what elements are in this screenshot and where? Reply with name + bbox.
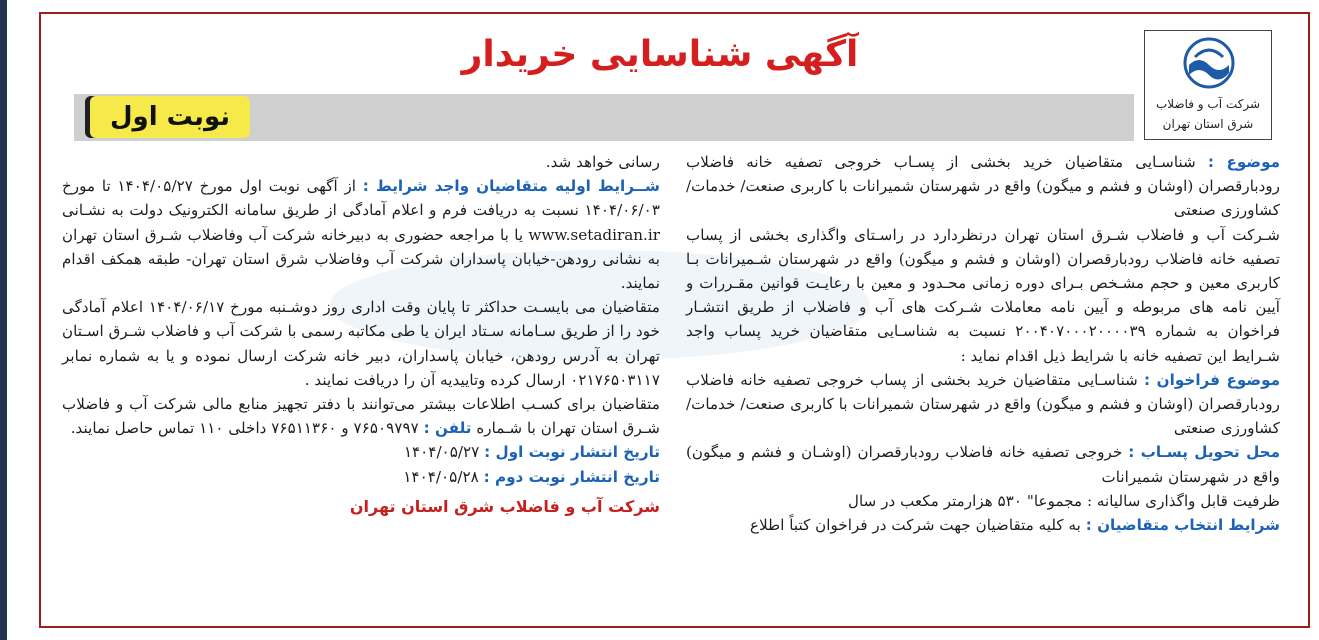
delivery-label: محل تحویل پسـاب : [1128, 443, 1280, 462]
round-badge: نوبت اول [90, 96, 250, 138]
subject-paragraph [686, 150, 1280, 223]
selection-label: شرایط انتخاب متقاضیان : [1085, 516, 1280, 535]
left-column [62, 150, 660, 519]
company-logo-box [1144, 30, 1272, 140]
conditions-paragraph [62, 174, 660, 295]
subject-text: شناسـایی متقاضیان خرید بخشی از پسـاب خروجی تصفیه خانه فاضلاب رودبارقصران (اوشان و فشم و میگون) واقع در شهرستان شمیرانات با کاربری صنعت/ خدمات/ کشاورزی صنعتی [686, 153, 1280, 220]
org-name-line-2: شرق استان تهران [1162, 117, 1254, 131]
subject-label: موضوع : [1207, 153, 1280, 171]
date-first-value: ۱۴۰۴/۰۵/۲۷ [403, 443, 485, 462]
delivery-text: خروجی تصفیه خانه فاضلاب رودبارقصران (اوشـان و فشم و میگون) واقع در شهرستان شمیرانات [686, 443, 1280, 486]
info-text-b: ۷۶۵۰۹۷۹۷ و ۷۶۵۱۱۳۶۰ داخلی ۱۱۰ تماس حاصل نمایند. [70, 419, 424, 438]
capacity-paragraph: ظرفیت قابل واگذاری سالیانه : مجموعا" ۵۳۰ هزارمتر مکعب در سال [847, 491, 1280, 510]
phone-label: تلفن : [423, 419, 472, 438]
org-name-line-1: شرکت آب و فاضلاب [1155, 97, 1261, 111]
water-drop-logo-icon [1181, 35, 1237, 89]
conditions-text: از آگهی نوبت اول مورخ ۱۴۰۴/۰۵/۲۷ تا مورخ ۱۴۰۴/۰۶/۰۳ نسبت به دریافت فرم و اعلام آمادگی از طریق سامانه الکترونیک دولت به نشـانی www.setadiran.ir یا با مراجعه حضوری به دبیرخانه شرکت آب وفاضلاب شـرق استان تهران به نشانی رودهن-خیابان پاسداران شرکت آب وفاضلاب شرق استان تهران- طبقه همکف اقدام نمایند. [62, 177, 660, 293]
call-text: شناسـایی متقاضیان خرید بخشی از پساب خروجی تصفیه خانه فاضلاب رودبارقصران (اوشان و فشم و میگون) واقع در شهرستان شمیرانات با کاربری صنعت/ خدمات/ کشاورزی صنعتی [686, 370, 1280, 438]
right-column [686, 150, 1280, 537]
delivery-paragraph [686, 440, 1280, 488]
signature: شرکت آب و فاضلاب شرق استان تهران [349, 496, 660, 516]
date-first-line [62, 440, 660, 464]
date-second-label: تاریخ انتشار نوبت دوم : [483, 467, 660, 486]
left-edge-strip [0, 0, 7, 640]
selection-paragraph [686, 513, 1280, 537]
date-second-value: ۱۴۰۴/۰۵/۲۸ [403, 467, 484, 486]
conditions-label: شــرایط اولیه متقاضیان واجد شرایط : [362, 177, 660, 196]
selection-text: به کلیه متقاضیان جهت شرکت در فراخوان کتباً اطلاع [750, 516, 1086, 535]
call-label: موضوع فراخوان : [1144, 370, 1280, 389]
deadline-paragraph: متقاضیان می بایسـت حداکثر تا پایان وقت اداری روز دوشـنبه مورخ ۱۴۰۴/۰۶/۱۷ اعلام آمادگی خود را از طریق سـامانه سـتاد ایران یا طی مکاتبه رسمی با شرکت آب و فاضلاب شـرق اسـتان تهران به آدرس رودهن، خیابان پاسداران، دبیر خانه شرکت ارسال نموده و یا به شماره نمابر ۰۲۱۷۶۵۰۳۱۱۷ ارسال کرده وتاییدیه آن را دریافت نمایند . [62, 298, 660, 389]
info-text-a: متقاضیان برای کسـب اطلاعات بیشتر می‌توانند با دفتر تجهیز منابع مالی شرکت آب و فاضلاب شـرق استان تهران با شـماره [62, 395, 660, 438]
intro-paragraph: شـرکت آب و فاضلاب شـرق استان تهران درنظردارد در راسـتای واگذاری بخشی از پساب تصفیه خانه فاضلاب رودبارقصران (اوشان و فشم و میگون) واقع در شهرستان شـمیرانات بـا کاربری معین و حجم مشـخص بـرای دوره زمانی محـدود و معین با رعایـت قوانین مقـررات و آیین نامه های مربوطه و آیین نامه معاملات شـرکت های آب و فاضلاب از طریق انتشـار فراخوان به شماره ۲۰۰۴۰۷۰۰۰۲۰۰۰۰۳۹ نسبت به شناسـایی متقاضیان خرید پساب واجد شـرایط این تصفیه خانه با شرایط ذیل اقدام نماید : [686, 225, 1280, 365]
date-first-label: تاریخ انتشار نوبت اول : [484, 443, 660, 462]
notice-title: آگهی شناسایی خریدار [461, 34, 859, 75]
continuation-paragraph: رسانی خواهد شد. [545, 153, 660, 171]
date-second-line [62, 465, 660, 489]
info-paragraph [62, 392, 660, 440]
call-paragraph [686, 368, 1280, 441]
